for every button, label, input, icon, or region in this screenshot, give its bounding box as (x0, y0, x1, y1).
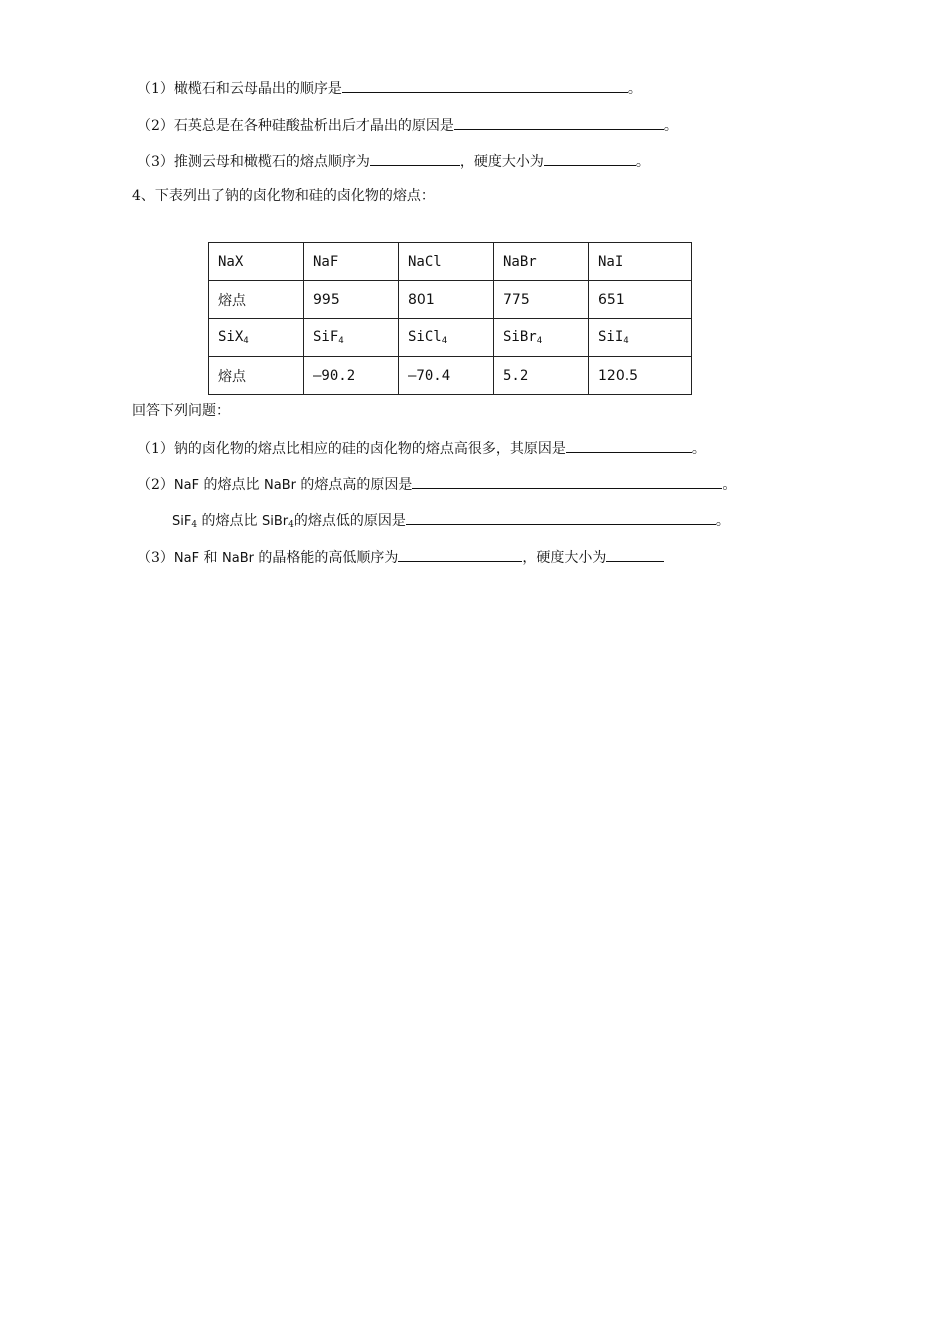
q3-part1-end: 。 (627, 81, 642, 97)
q4-part2b (172, 509, 730, 529)
subscript: 4 (288, 520, 294, 530)
subscript: 4 (191, 520, 198, 530)
q4-part3-blank1[interactable] (398, 546, 522, 562)
formula: SiBr (503, 329, 537, 345)
q4-part2a-prefix: （2） (137, 477, 174, 493)
q3-part2 (137, 114, 678, 134)
table-cell: —90.2 (304, 357, 399, 395)
q4-part3-mid: ，硬度大小为 (522, 550, 607, 566)
q4-part2a-blank[interactable] (412, 473, 722, 489)
formula-naf: NaF (173, 478, 200, 493)
formula: SiI (598, 329, 624, 345)
table-cell: 熔点 (209, 357, 304, 395)
q4-part3-blank2[interactable] (606, 546, 664, 562)
q3-part1-blank[interactable] (342, 77, 628, 93)
q3-part2-blank[interactable] (454, 114, 664, 130)
q3-part1-text: （1）橄榄石和云母晶出的顺序是 (137, 81, 342, 97)
subscript: 4 (338, 336, 344, 346)
formula-nabr: NaBr (222, 551, 254, 566)
subscript: 4 (441, 336, 448, 346)
q4-part2b-text1: 的熔点比 (197, 513, 262, 529)
q4-part2a-text2: 的熔点高的原因是 (295, 477, 413, 493)
formula: SiCl (408, 329, 442, 345)
formula: SiX (218, 329, 244, 345)
q4-part3-text2: 的晶格能的高低顺序为 (253, 550, 399, 566)
table-row (209, 357, 692, 395)
formula-nabr: NaBr (264, 478, 296, 493)
q4-part2b-end: 。 (715, 513, 730, 529)
q3-part3-blank1[interactable] (370, 150, 460, 166)
formula: SiF (313, 329, 339, 345)
formula-sibr: SiBr (261, 514, 289, 529)
q4-part1-text: （1）钠的卤化物的熔点比相应的硅的卤化物的熔点高很多，其原因是 (137, 441, 566, 457)
q4-part1 (137, 437, 706, 457)
table-cell (589, 319, 692, 357)
q4-part3-text1: 和 (199, 550, 222, 566)
table-row (209, 243, 692, 281)
table-cell: NaBr (494, 243, 589, 281)
table-cell: 熔点 (209, 281, 304, 319)
table-row (209, 319, 692, 357)
subscript: 4 (623, 336, 629, 346)
table-cell (304, 319, 399, 357)
table-cell: —70.4 (399, 357, 494, 395)
melting-point-table (208, 242, 692, 395)
q3-part2-end: 。 (663, 118, 678, 134)
q3-part3-mid: ，硬度大小为 (459, 154, 544, 170)
table-cell (494, 319, 589, 357)
table-row (209, 281, 692, 319)
table-cell (209, 319, 304, 357)
q4-part2b-text2: 的熔点低的原因是 (293, 513, 406, 529)
formula-naf: NaF (173, 551, 200, 566)
q4-title: 4、下表列出了钠的卤化物和硅的卤化物的熔点： (132, 188, 435, 204)
subscript: 4 (243, 336, 249, 346)
q3-part1 (137, 77, 642, 97)
q4-part1-end: 。 (691, 441, 706, 457)
table-cell: NaI (589, 243, 692, 281)
formula-sif: SiF (172, 514, 192, 529)
table-cell: NaF (304, 243, 399, 281)
table-cell: 120.5 (589, 357, 692, 395)
table-cell: 651 (589, 281, 692, 319)
answer-heading: 回答下列问题： (132, 403, 230, 419)
q3-part3 (137, 150, 650, 170)
table-cell (399, 319, 494, 357)
table-cell: 5.2 (494, 357, 589, 395)
q4-part3-prefix: （3） (137, 550, 174, 566)
subscript: 4 (536, 336, 543, 346)
q3-part3-text: （3）推测云母和橄榄石的熔点顺序为 (137, 154, 370, 170)
q4-part2b-blank[interactable] (406, 509, 716, 525)
table-cell: 995 (304, 281, 399, 319)
table-cell: NaX (209, 243, 304, 281)
q3-part3-blank2[interactable] (544, 150, 636, 166)
q3-part2-text: （2）石英总是在各种硅酸盐析出后才晶出的原因是 (137, 118, 454, 134)
table-cell: NaCl (399, 243, 494, 281)
table-cell: 775 (494, 281, 589, 319)
q4-part1-blank[interactable] (566, 437, 692, 453)
q4-part2a-text1: 的熔点比 (199, 477, 264, 493)
q4-part3 (137, 546, 664, 566)
table-cell: 801 (399, 281, 494, 319)
q4-part2a (137, 473, 736, 493)
q4-part2a-end: 。 (722, 477, 737, 493)
q3-part3-end: 。 (635, 154, 650, 170)
